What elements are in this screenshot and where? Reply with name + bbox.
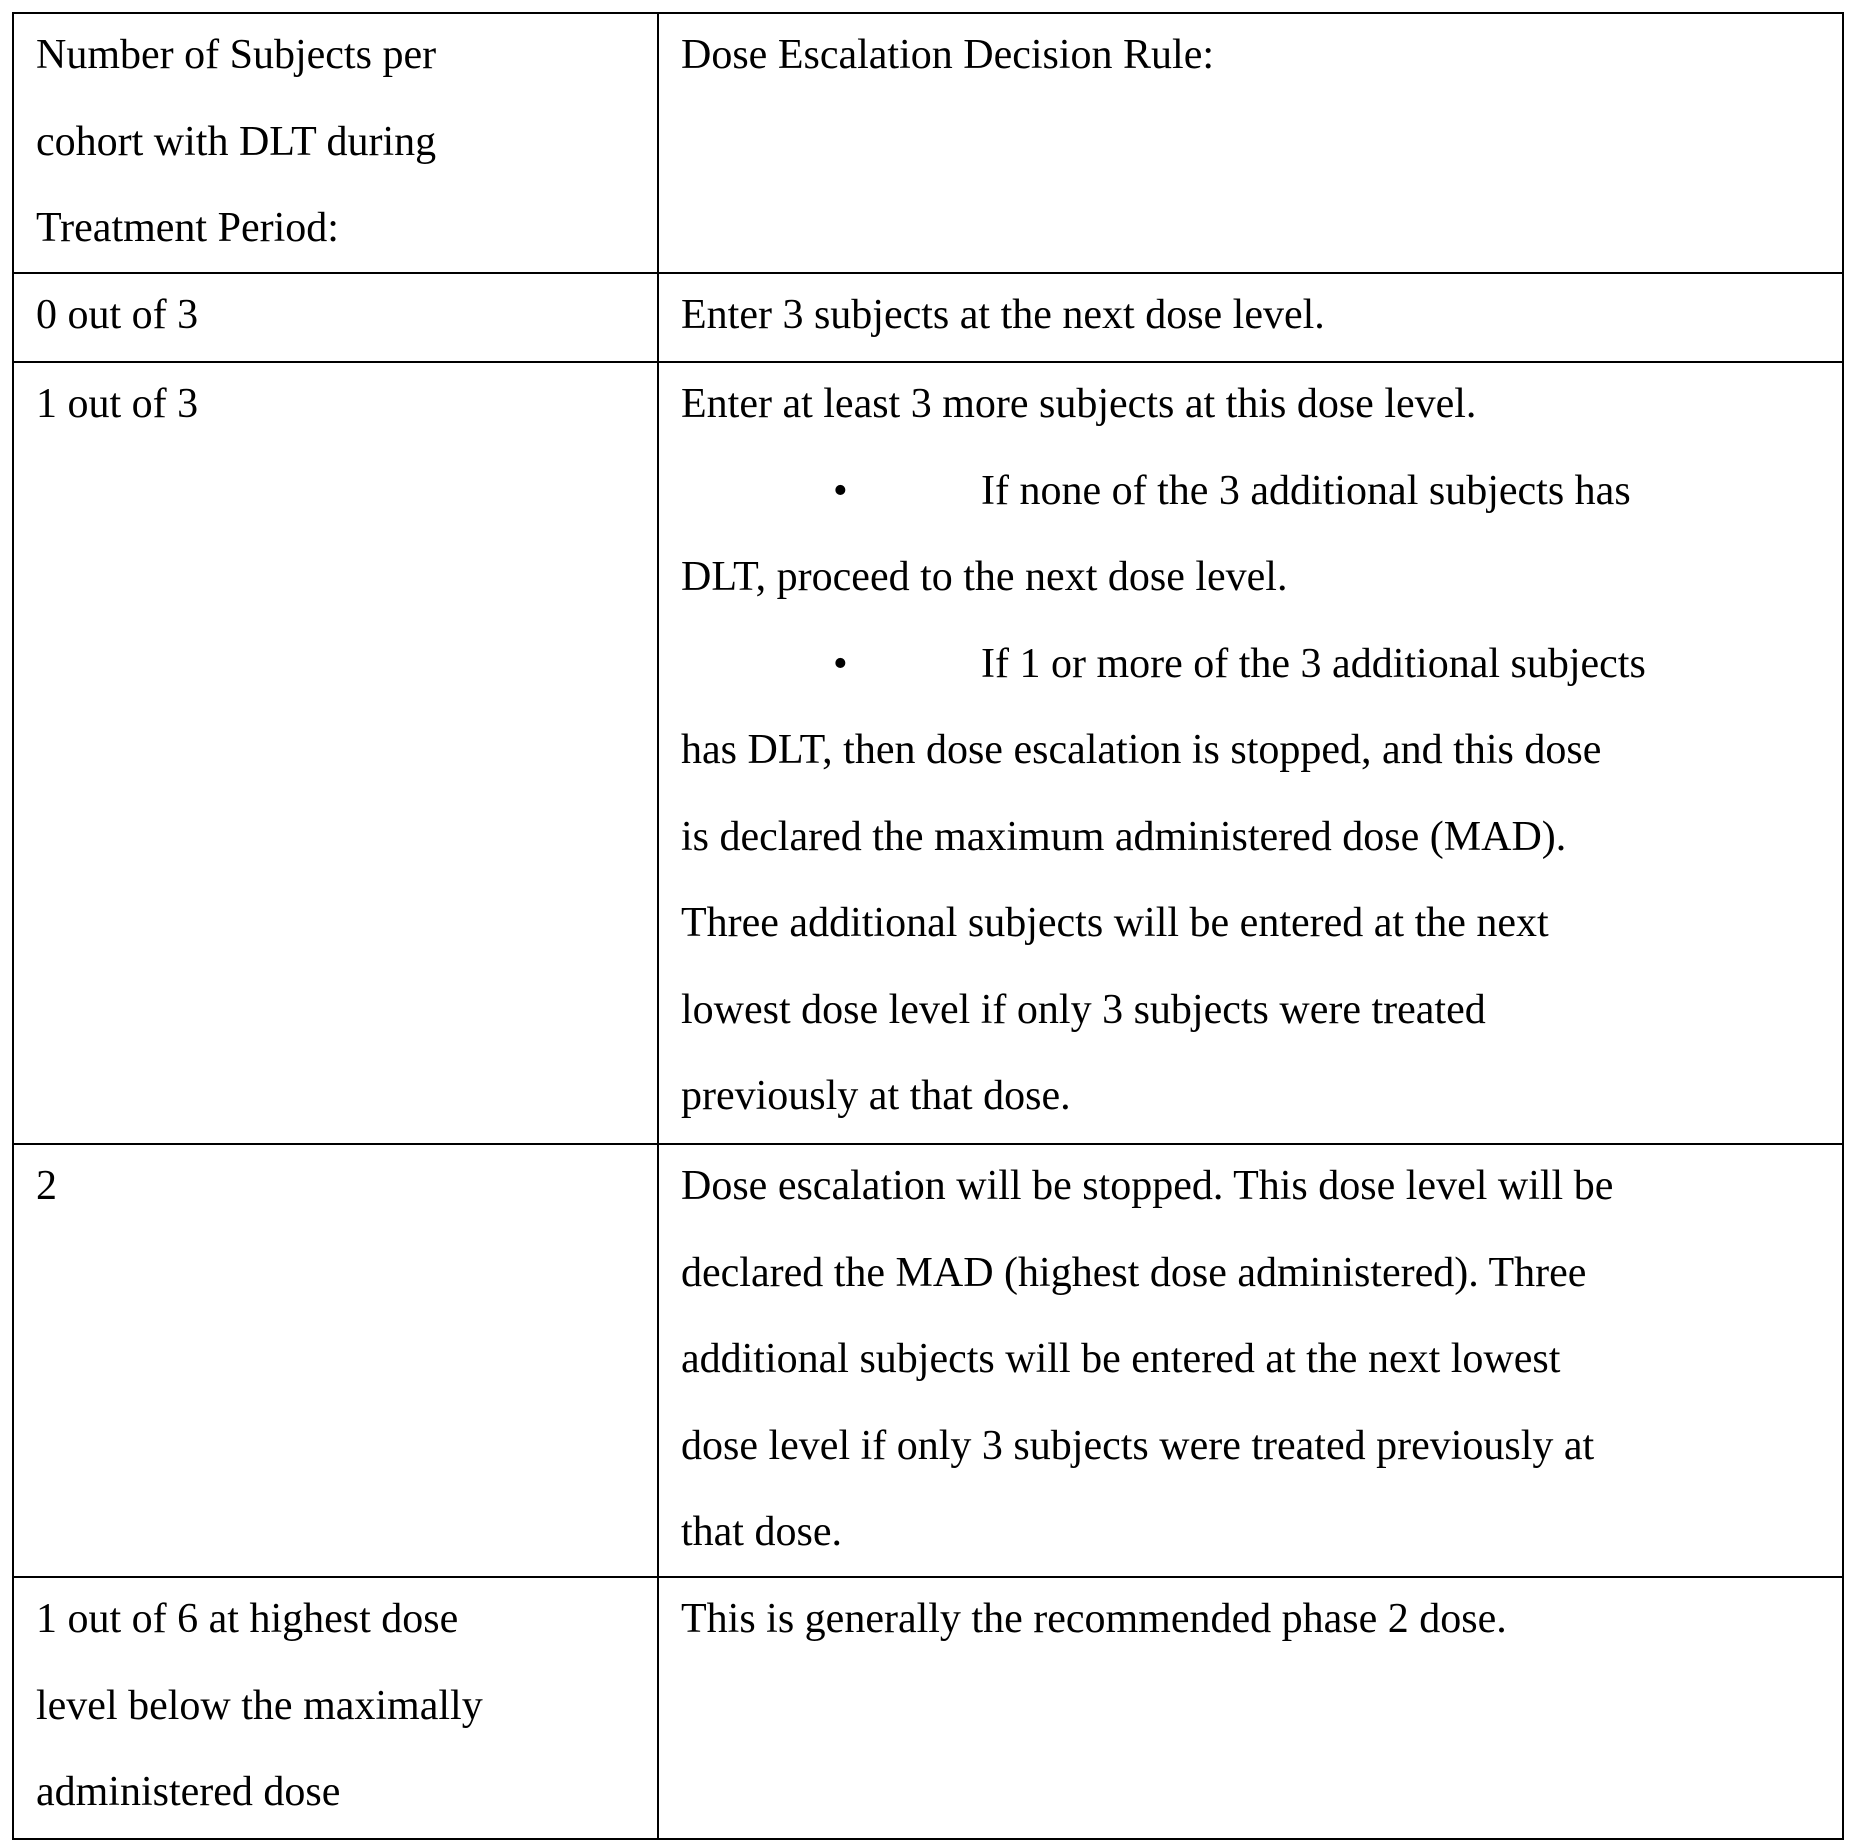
table-header-row	[13, 13, 1843, 273]
rule-cell	[658, 1577, 1843, 1839]
cell-text: Three additional subjects will be entered at the next	[681, 880, 1822, 967]
cell-text: level below the maximally	[36, 1663, 637, 1750]
dlt-cell	[13, 1577, 658, 1839]
bullet-icon: •	[833, 448, 848, 535]
header-line: Treatment Period:	[36, 185, 637, 272]
bullet-icon: •	[833, 621, 848, 708]
table-row	[13, 273, 1843, 362]
cell-text: declared the MAD (highest dose administered). Three	[681, 1230, 1822, 1317]
table-row	[13, 1144, 1843, 1577]
header-line: cohort with DLT during	[36, 99, 637, 186]
cell-text: 0 out of 3	[36, 272, 637, 359]
bullet-item	[681, 448, 1822, 535]
header-line: Dose Escalation Decision Rule:	[681, 12, 1822, 99]
header-decision-rule	[658, 13, 1843, 273]
cell-text: 1 out of 3	[36, 361, 637, 448]
cell-text: Enter at least 3 more subjects at this dose level.	[681, 361, 1822, 448]
bullet-item	[681, 621, 1822, 708]
cell-text: dose level if only 3 subjects were treated previously at	[681, 1403, 1822, 1490]
cell-text: lowest dose level if only 3 subjects were treated	[681, 967, 1822, 1054]
cell-text: This is generally the recommended phase 2 dose.	[681, 1576, 1822, 1663]
cell-text: If 1 or more of the 3 additional subjects	[981, 641, 1646, 687]
cell-text: that dose.	[681, 1489, 1822, 1576]
cell-text: Enter 3 subjects at the next dose level.	[681, 272, 1822, 359]
dlt-cell	[13, 362, 658, 1144]
cell-text: 2	[36, 1143, 637, 1230]
cell-text: Dose escalation will be stopped. This dose level will be	[681, 1143, 1822, 1230]
cell-text: DLT, proceed to the next dose level.	[681, 534, 1822, 621]
cell-text: administered dose	[36, 1749, 637, 1836]
cell-text: If none of the 3 additional subjects has	[981, 468, 1631, 514]
cell-text: is declared the maximum administered dose (MAD).	[681, 794, 1822, 881]
dlt-cell	[13, 273, 658, 362]
rule-cell	[658, 273, 1843, 362]
cell-text: has DLT, then dose escalation is stopped, and this dose	[681, 707, 1822, 794]
cell-text: 1 out of 6 at highest dose	[36, 1576, 637, 1663]
rule-cell	[658, 1144, 1843, 1577]
table-row	[13, 362, 1843, 1144]
header-line: Number of Subjects per	[36, 12, 637, 99]
rule-cell	[658, 362, 1843, 1144]
table-row	[13, 1577, 1843, 1839]
cell-text: previously at that dose.	[681, 1053, 1822, 1140]
dlt-cell	[13, 1144, 658, 1577]
header-dlt-count	[13, 13, 658, 273]
dose-escalation-table	[12, 12, 1844, 1840]
cell-text: additional subjects will be entered at the next lowest	[681, 1316, 1822, 1403]
